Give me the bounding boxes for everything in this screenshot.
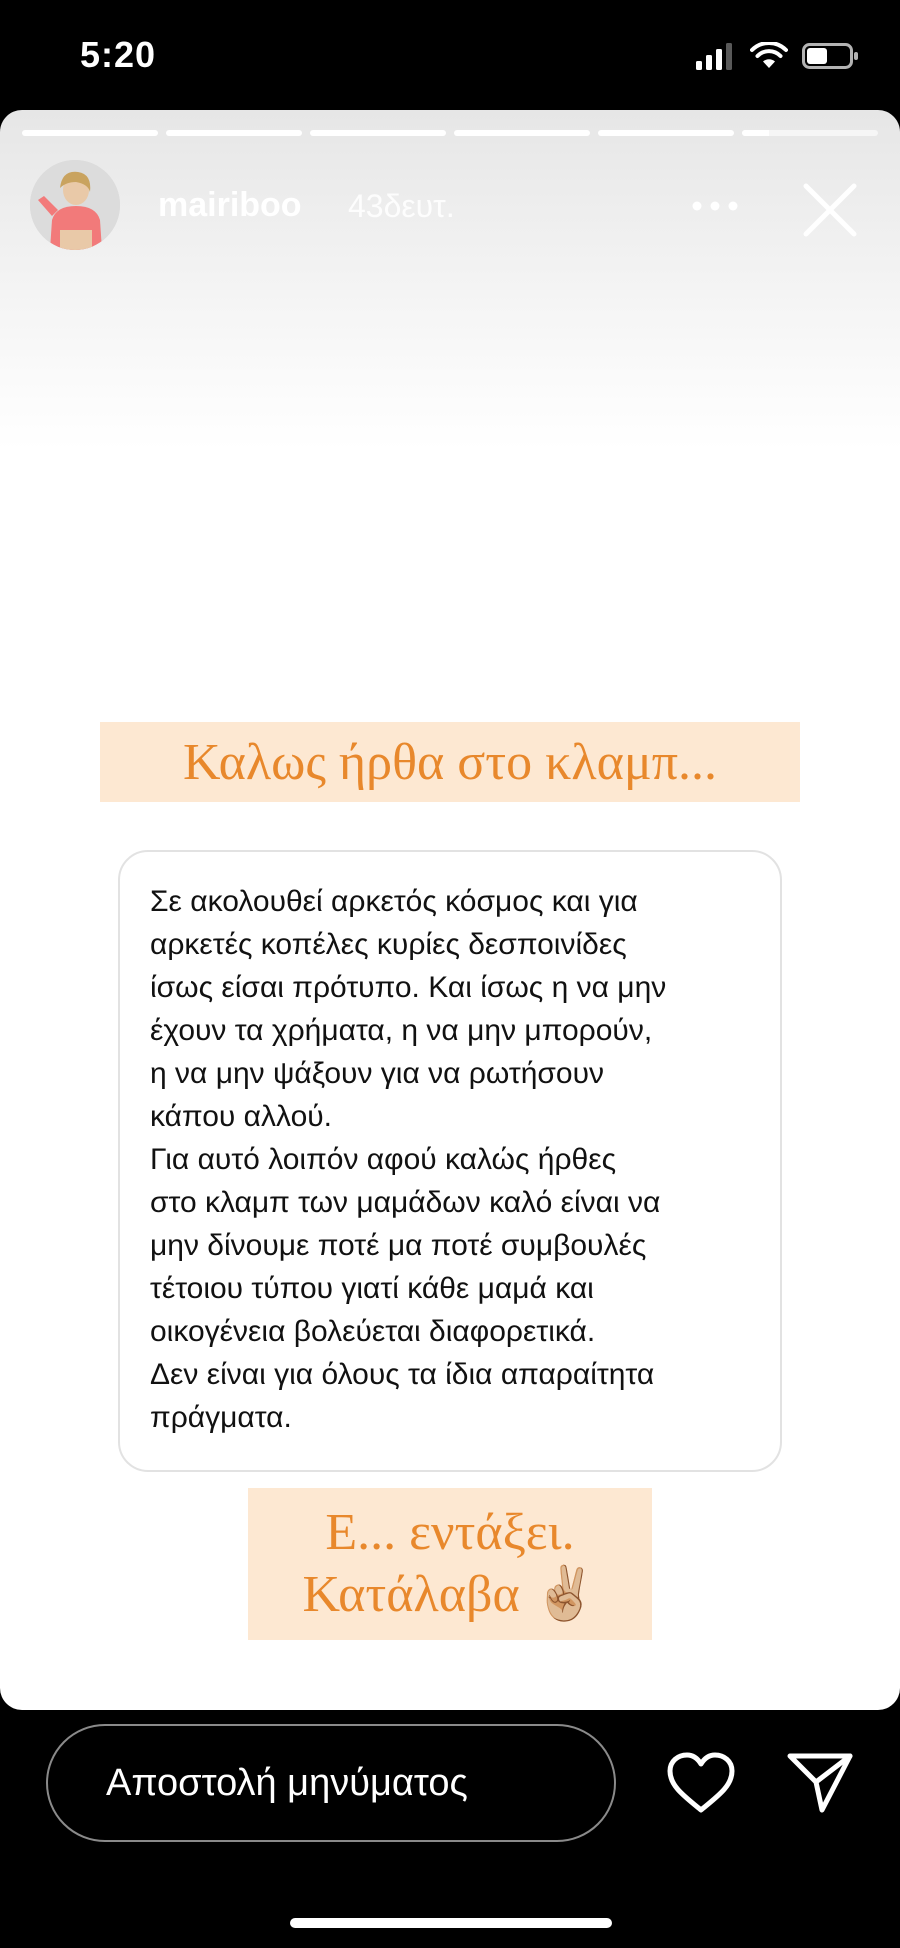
reply-line-1: Ε... εντάξει. <box>325 1504 575 1561</box>
status-bar <box>0 0 900 110</box>
more-horizontal-icon <box>690 196 740 216</box>
wifi-icon <box>750 42 788 70</box>
avatar-image <box>30 160 120 250</box>
story-reply-bar <box>0 1720 900 1948</box>
status-icons <box>696 42 860 70</box>
heart-icon <box>666 1752 736 1814</box>
close-icon <box>800 180 860 240</box>
post-time: 43δευτ. <box>348 188 455 224</box>
story-progress-bar <box>22 130 878 136</box>
story-progress-segment <box>310 130 446 136</box>
signal-icon <box>696 42 736 70</box>
story-progress-segment <box>454 130 590 136</box>
story-progress-fill <box>742 130 769 136</box>
story-header <box>30 160 880 260</box>
more-options-button[interactable] <box>690 196 740 216</box>
reply-line-2: Κατάλαβα ✌🏼 <box>302 1566 598 1623</box>
status-time: 5:20 <box>80 34 157 75</box>
story-progress-segment <box>742 130 878 136</box>
quoted-message-card <box>118 850 782 1472</box>
close-button[interactable] <box>800 180 860 240</box>
send-button[interactable] <box>786 1750 854 1814</box>
like-button[interactable] <box>666 1752 736 1814</box>
avatar[interactable] <box>30 160 120 250</box>
send-message-input[interactable] <box>46 1724 616 1842</box>
title-text: Καλως ήρθα στο κλαμπ... <box>183 733 717 791</box>
story-progress-segment <box>166 130 302 136</box>
home-indicator[interactable] <box>290 1918 612 1928</box>
send-icon <box>786 1750 854 1814</box>
story-card[interactable] <box>0 110 900 1710</box>
story-progress-segment <box>598 130 734 136</box>
story-progress-segment <box>22 130 158 136</box>
title-banner <box>100 722 800 802</box>
send-message-placeholder: Αποστολή μηνύματος <box>106 1761 468 1804</box>
battery-icon <box>802 42 860 70</box>
quoted-message-text: Σε ακολουθεί αρκετός κόσμος και για αρκετές κοπέλες κυρίες δεσποινίδες ίσως είσαι πρότυπο. Και ίσως η να μην έχουν τα χρήματα, η να μην μπορούν, η να μην ψάξουν για να ρωτήσουν κάπου αλλού. Για αυτό λοιπόν αφού καλώς ήρθες στο κλαμπ των μαμάδων καλό είναι να μην δίνουμε ποτέ μα ποτέ συμβουλές τέτοιου τύπου γιατί κάθε μαμά και οικογένεια βολεύεται διαφορετικά. Δεν είναι για όλους τα ίδια απαραίτητα πράγματα. <box>150 885 667 1434</box>
reply-banner <box>248 1488 652 1640</box>
username[interactable]: mairiboo <box>158 186 302 224</box>
